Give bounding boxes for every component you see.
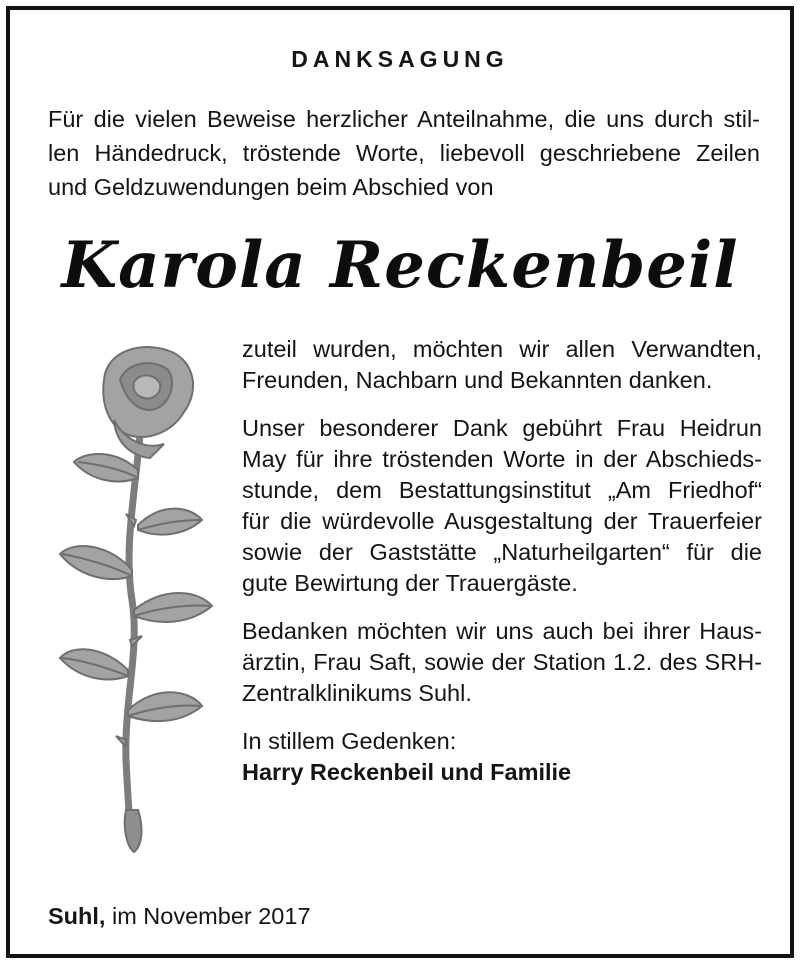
special-thanks-paragraph — [242, 413, 762, 599]
body-line: Unser besonderer Dank gebührt Frau Heidrun — [242, 415, 762, 441]
notice-heading: DANKSAGUNG — [291, 46, 509, 72]
deceased-name: Karola Reckenbeil — [61, 228, 739, 303]
doctor-thanks-paragraph — [242, 616, 762, 709]
intro-line: Für die vielen Beweise herzlicher Anteilnahme, die uns durch stil- — [48, 106, 760, 132]
body-line: Freunden, Nachbarn und Bekannten danken. — [242, 367, 713, 393]
body-line: ärztin, Frau Saft, sowie der Station 1.2. des SRH- — [242, 649, 762, 675]
body-line: Zentralklinikums Suhl. — [242, 680, 472, 706]
notice-body — [242, 334, 762, 805]
body-line: Bedanken möchten wir uns auch bei ihrer Haus- — [242, 618, 762, 644]
place-name: Suhl, — [48, 903, 106, 929]
intro-text — [48, 102, 760, 204]
obituary-notice — [6, 6, 794, 958]
body-line: für die würdevolle Ausgestaltung der Trauerfeier — [242, 508, 762, 534]
intro-line: len Händedruck, tröstende Worte, liebevoll geschriebene Zeilen — [48, 140, 760, 166]
closing-text: In stillem Gedenken: — [242, 728, 457, 754]
body-line: gute Bewirtung der Trauergäste. — [242, 570, 578, 596]
signature-name: Harry Reckenbeil und Familie — [242, 759, 572, 785]
thanks-paragraph — [242, 334, 762, 396]
rose-icon — [54, 340, 224, 860]
place-date — [48, 903, 311, 930]
body-line: zuteil wurden, möchten wir allen Verwandten, — [242, 336, 762, 362]
body-line: stunde, dem Bestattungsinstitut „Am Friedhof“ — [242, 477, 762, 503]
body-line: sowie der Gaststätte „Naturheilgarten“ für die — [242, 539, 762, 565]
intro-line: und Geldzuwendungen beim Abschied von — [48, 174, 494, 200]
date-text: im November 2017 — [111, 903, 311, 929]
body-line: May für ihre tröstenden Worte in der Abschieds- — [242, 446, 762, 472]
signature-block — [242, 726, 762, 788]
